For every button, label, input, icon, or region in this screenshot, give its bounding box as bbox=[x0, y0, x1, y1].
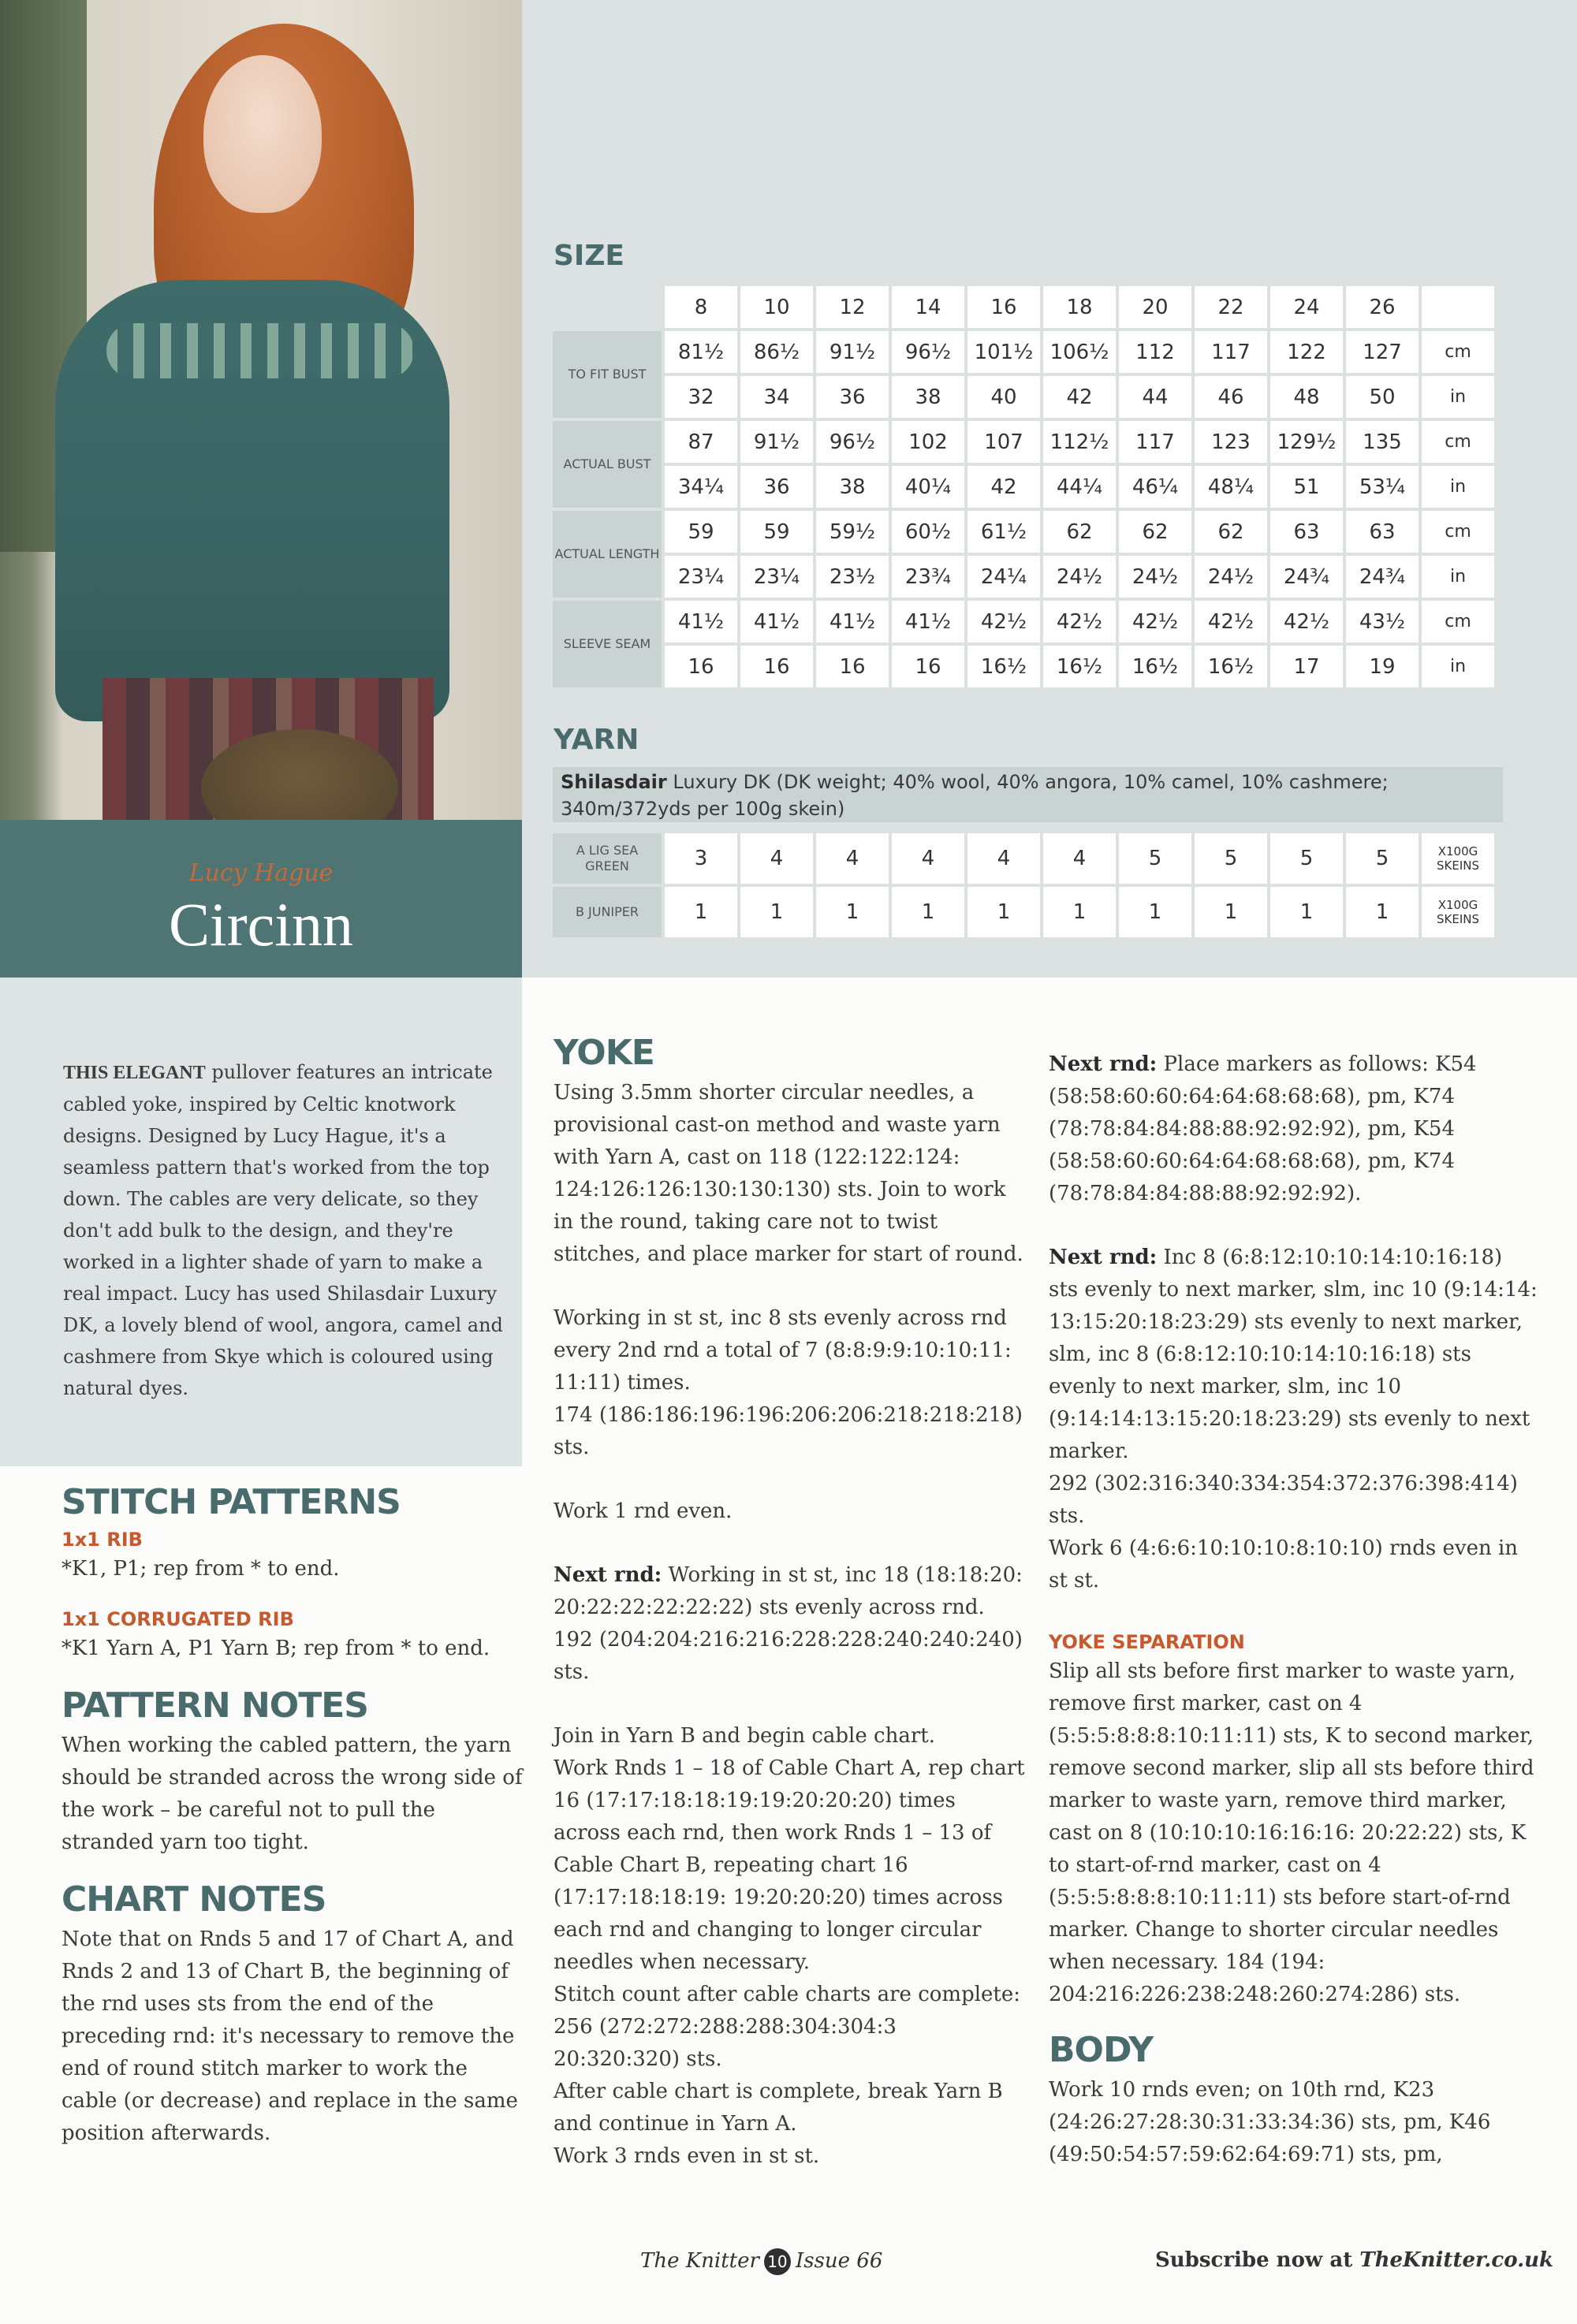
increase-count: 292 (302:316:340:334:354:372:376:398:414) sts. bbox=[1049, 1472, 1518, 1528]
yoke-para-2-count: 174 (186:186:196:196:206:206:218:218:218) sts. bbox=[554, 1403, 1023, 1459]
table-row: 23¼ 23¼ 23½ 23¾ 24¼ 24½ 24½ 24½ 24¾ 24¾ in bbox=[553, 556, 1494, 598]
table-row: A LIG SEA GREEN 3 4 4 4 4 4 5 5 5 5 X100G SKEINS bbox=[553, 833, 1494, 884]
corrugated-rib-text: *K1 Yarn A, P1 Yarn B; rep from * to end. bbox=[62, 1637, 490, 1660]
table-row: TO FIT BUST 81½ 86½ 91½ 96½ 101½ 106½ 112 117 122 127 cm bbox=[553, 331, 1494, 373]
yarn-description: Shilasdair Luxury DK (DK weight; 40% wool, 40% angora, 10% camel, 10% cashmere; 340m/372yds per 100g skein) bbox=[553, 767, 1503, 822]
chart-notes-heading: CHART NOTES bbox=[62, 1879, 326, 1920]
right-column bbox=[1049, 1048, 1538, 2171]
title-band bbox=[0, 820, 522, 978]
table-row: ACTUAL LENGTH 59 59 59½ 60½ 61½ 62 62 62 63 63 cm bbox=[553, 511, 1494, 553]
yoke-separation-heading: YOKE SEPARATION bbox=[1049, 1631, 1245, 1653]
body-text: Work 10 rnds even; on 10th rnd, K23 (24:26:27:28:30:31:33:34:36) sts, pm, K46 (49:50:54:57:59:62:64:69:71) sts, pm, bbox=[1049, 2078, 1491, 2166]
yoke-para-9: Work 3 rnds even in st st. bbox=[554, 2144, 820, 2168]
body-heading: BODY bbox=[1049, 2030, 1154, 2070]
yoke-para-1: Using 3.5mm shorter circular needles, a provisional cast-on method and waste yarn with Yarn A, cast on 118 (122:122:124: 124:126:126:130:130:130) sts. Join to work in the round, taking care not to twist stitches, and place marker for start of round. bbox=[554, 1081, 1023, 1266]
chart-notes-text: Note that on Rnds 5 and 17 of Chart A, and Rnds 2 and 13 of Chart B, the beginning of the rnd uses sts from the end of the preceding rnd: it's necessary to remove the end of round stitch marker to work the cable (or decrease) and replace in the same position afterwards. bbox=[62, 1927, 518, 2145]
yoke-para-6: Work Rnds 1 – 18 of Cable Chart A, rep chart 16 (17:17:18:18:19:19:20:20:20) times across each rnd, then work Rnds 1 – 13 of Cable Chart B, repeating chart 16 (17:17:18:18:19: 19:20:20:20) times across each rnd and changing to longer circular needles when necessary. bbox=[554, 1756, 1025, 1974]
pattern-notes-heading: PATTERN NOTES bbox=[62, 1685, 368, 1726]
table-row: 34¼ 36 38 40¼ 42 44¼ 46¼ 48¼ 51 53¼ in bbox=[553, 466, 1494, 508]
table-row: 16 16 16 16 16½ 16½ 16½ 16½ 17 19 in bbox=[553, 646, 1494, 687]
yarn-table bbox=[550, 830, 1497, 940]
table-row: SLEEVE SEAM 41½ 41½ 41½ 41½ 42½ 42½ 42½ 42½ 42½ 43½ cm bbox=[553, 601, 1494, 642]
corrugated-rib-heading: 1x1 CORRUGATED RIB bbox=[62, 1608, 294, 1630]
table-row: B JUNIPER 1 1 1 1 1 1 1 1 1 1 X100G SKEINS bbox=[553, 887, 1494, 937]
yoke-para-3: Work 1 rnd even. bbox=[554, 1499, 733, 1523]
model-photo bbox=[0, 0, 522, 820]
marker-instructions: Next rnd: Place markers as follows: K54 (58:58:60:60:64:64:68:68:68), pm, K74 (78:78:84:84:88:88:92:92:92), pm, K54 (58:58:60:60:64:64:68:68:68), pm, K74 (78:78:84:84:88:88:92:92:92). bbox=[1049, 1052, 1477, 1205]
increase-instructions: Next rnd: Inc 8 (6:8:12:10:10:14:10:16:18) sts evenly to next marker, slm, inc 10 (9:14:14: 13:15:20:18:23:29) sts evenly to next marker, slm, inc 8 (6:8:12:10:10:14:10:16:18) sts evenly to next marker, slm, inc 10 (9:14:14:13:15:20:18:23:29) sts evenly to next marker. bbox=[1049, 1246, 1538, 1463]
middle-column bbox=[554, 1033, 1027, 2173]
designer-name: Lucy Hague bbox=[188, 859, 334, 887]
table-row: ACTUAL BUST 87 91½ 96½ 102 107 112½ 117 123 129½ 135 cm bbox=[553, 421, 1494, 463]
yoke-para-4-count: 192 (204:204:216:216:228:228:240:240:240) sts. bbox=[554, 1628, 1023, 1684]
page-number: 10 bbox=[764, 2248, 791, 2275]
size-heading: SIZE bbox=[554, 240, 625, 272]
rib-heading: 1x1 RIB bbox=[62, 1529, 143, 1551]
left-column bbox=[62, 1482, 527, 2170]
size-row: 8 10 12 14 16 18 20 22 24 26 bbox=[553, 286, 1494, 328]
yoke-para-7: Stitch count after cable charts are complete: 256 (272:272:288:288:304:304:3 20:320:320) sts. bbox=[554, 1983, 1021, 2071]
even-rounds: Work 6 (4:6:6:10:10:10:8:10:10) rnds even in st st. bbox=[1049, 1536, 1519, 1592]
pattern-title: Circinn bbox=[169, 890, 353, 959]
website-link[interactable]: TheKnitter.co.uk bbox=[1359, 2248, 1554, 2272]
footer-magazine: The Knitter 10 Issue 66 bbox=[640, 2248, 882, 2275]
yoke-para-2: Working in st st, inc 8 sts evenly across rnd every 2nd rnd a total of 7 (8:8:9:9:10:10:11: 11:11) times. bbox=[554, 1306, 1012, 1395]
yoke-para-8: After cable chart is complete, break Yarn B and continue in Yarn A. bbox=[554, 2080, 1003, 2136]
yoke-separation-text: Slip all sts before first marker to waste yarn, remove first marker, cast on 4 (5:5:5:8:8:8:10:11:11) sts, K to second marker, remove second marker, slip all sts before third marker to waste yarn, remove third marker, cast on 8 (10:10:10:16:16:16: 20:22:22) sts, K to start-of-rnd marker, cast on 4 (5:5:5:8:8:8:10:11:11) sts before start-of-rnd marker. Change to shorter circular needles when necessary. 184 (194: 204:216:226:238:248:260:274:286) sts. bbox=[1049, 1659, 1534, 2006]
size-table bbox=[550, 283, 1497, 691]
yoke-para-5: Join in Yarn B and begin cable chart. bbox=[554, 1724, 935, 1748]
pattern-notes-text: When working the cabled pattern, the yarn should be stranded across the wrong side of the work – be careful not to pull the stranded yarn too tight. bbox=[62, 1734, 523, 1854]
stitch-patterns-heading: STITCH PATTERNS bbox=[62, 1482, 401, 1522]
intro-text: THIS ELEGANT pullover features an intricate cabled yoke, inspired by Celtic knotwork designs. Designed by Lucy Hague, it's a seamless pattern that's worked from the top down. The cables are very delicate, so they don't add bulk to the design, and they're worked in a lighter shade of yarn to make a real impact. Lucy has used Shilasdair Luxury DK, a lovely blend of wool, angora, camel and cashmere from Skye which is coloured using natural dyes. bbox=[63, 1061, 503, 1399]
footer-subscribe: Subscribe now at TheKnitter.co.uk bbox=[1155, 2248, 1554, 2272]
table-row: 32 34 36 38 40 42 44 46 48 50 in bbox=[553, 376, 1494, 418]
yoke-heading: YOKE bbox=[554, 1033, 654, 1073]
rib-text: *K1, P1; rep from * to end. bbox=[62, 1557, 340, 1581]
yarn-heading: YARN bbox=[554, 724, 639, 756]
yoke-para-4: Next rnd: Working in st st, inc 18 (18:18:20: 20:22:22:22:22:22) sts evenly across rnd. bbox=[554, 1563, 1023, 1619]
